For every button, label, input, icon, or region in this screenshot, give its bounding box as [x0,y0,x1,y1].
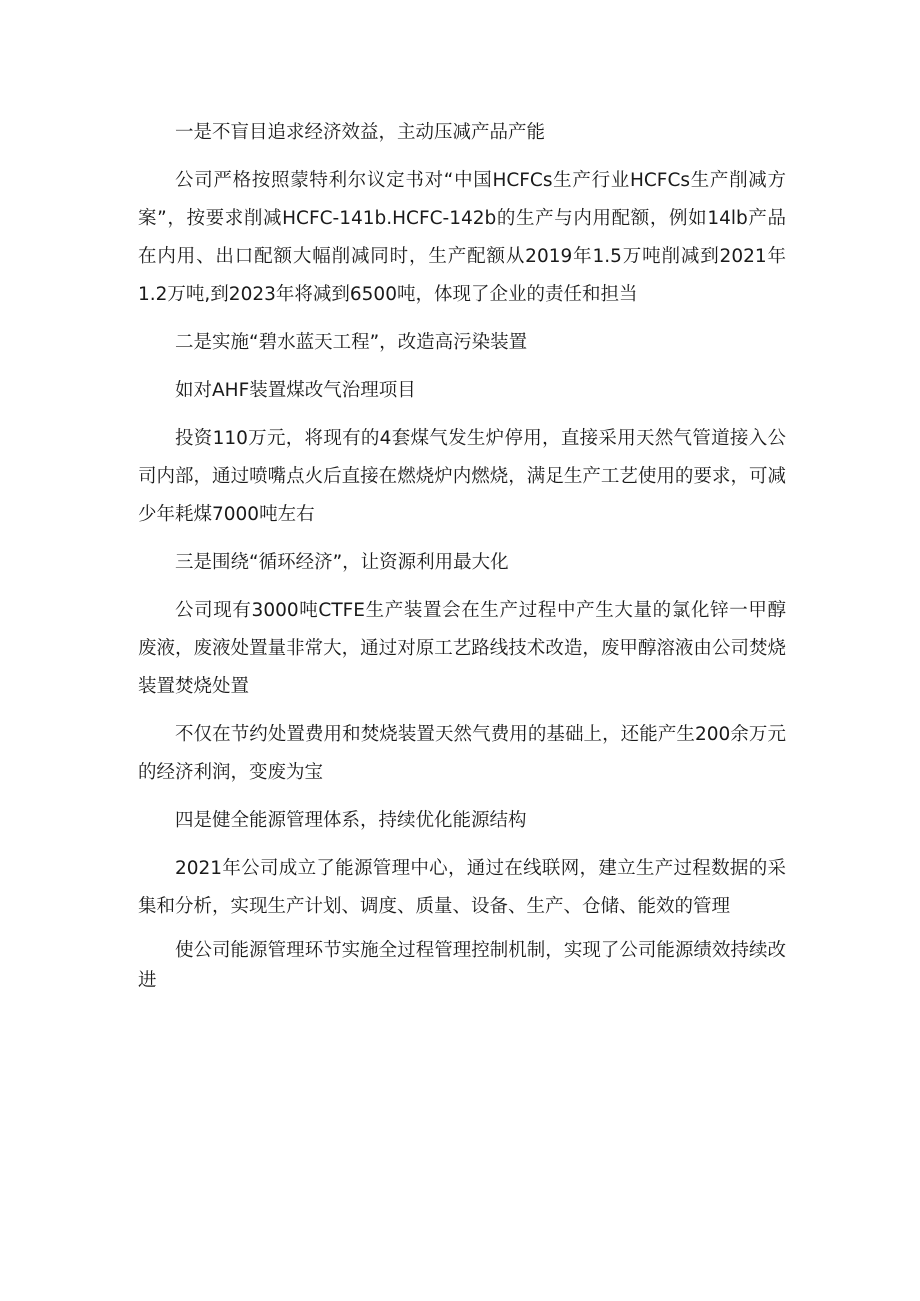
paragraph-energy-performance: 使公司能源管理环节实施全过程管理控制机制，实现了公司能源绩效持续改进 [138,940,786,991]
document-body [138,114,786,1006]
paragraph-ahf-project: 如对AHF装置煤改气治理项目 [175,380,416,401]
heading-four: 四是健全能源管理体系，持续优化能源结构 [175,810,527,831]
heading-one: 一是不盲目追求经济效益，主动压减产品产能 [175,122,546,143]
paragraph-ctfe: 公司现有3000吨CTFE生产装置会在生产过程中产生大量的氯化锌一甲醇废液，废液处置量非常大，通过对原工艺路线技术改造，废甲醇溶液由公司焚烧装置焚烧处置 [138,600,786,697]
paragraph-profit: 不仅在节约处置费用和焚烧装置天然气费用的基础上，还能产生200余万元的经济利润，变废为宝 [138,724,786,783]
paragraph-energy-center: 2021年公司成立了能源管理中心，通过在线联网，建立生产过程数据的采集和分析，实现生产计划、调度、质量、设备、生产、仓储、能效的管理 [138,858,786,917]
paragraph-hcfc-reduction: 公司严格按照蒙特利尔议定书对“中国HCFCs生产行业HCFCs生产削减方案”，按要求削减HCFC-141b.HCFC-142b的生产与内用配额，例如14lb产品在内用、出口配额大幅削减同时，生产配额从2019年1.5万吨削减到2021年1.2万吨,到2023年将减到6500吨，体现了企业的责任和担当 [138,170,786,305]
heading-three: 三是围绕“循环经济”，让资源利用最大化 [175,552,509,573]
heading-two: 二是实施“碧水蓝天工程”，改造高污染装置 [175,332,528,353]
paragraph-investment: 投资110万元，将现有的4套煤气发生炉停用，直接采用天然气管道接入公司内部，通过喷嘴点火后直接在燃烧炉内燃烧，满足生产工艺使用的要求，可减少年耗煤7000吨左右 [138,428,786,525]
